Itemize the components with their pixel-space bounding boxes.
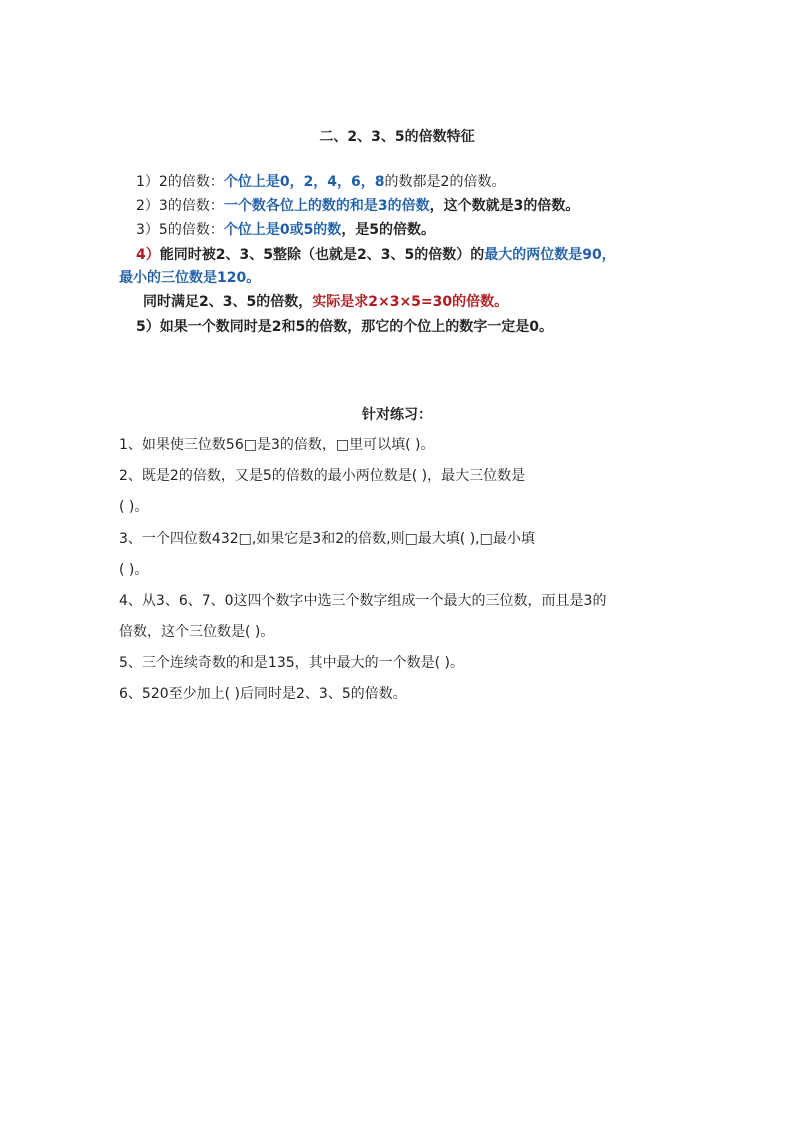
exercise-3-cont: ( )。: [119, 562, 149, 578]
practice-title: 针对练习：: [362, 407, 432, 423]
exercise-5: 5、三个连续奇数的和是135，其中最大的一个数是( )。: [119, 655, 465, 671]
exercise-4-cont: 倍数，这个三位数是( )。: [119, 624, 275, 640]
rule-2: [136, 196, 579, 216]
rule-1-highlight: 个位上是0，2，4，6，8: [223, 174, 385, 190]
rule-4b: [143, 292, 508, 312]
rule-3-highlight: 个位上是0或5的数: [223, 222, 342, 238]
rule-3-prefix: 3）5的倍数：: [136, 222, 224, 238]
rule-2-suffix: ，这个数就是3的倍数。: [429, 198, 580, 214]
rule-3: [136, 220, 435, 240]
rule-5: 5）如果一个数同时是2和5的倍数，那它的个位上的数字一定是0。: [136, 319, 553, 335]
rule-4-number: 4）: [136, 247, 160, 263]
rule-1-prefix: 1）2的倍数：: [136, 174, 224, 190]
rule-4: [136, 245, 616, 265]
exercise-2: 2、既是2的倍数，又是5的倍数的最小两位数是( )，最大三位数是: [119, 468, 526, 484]
rule-2-prefix: 2）3的倍数：: [136, 198, 224, 214]
rule-4-highlight: 最大的两位数是90，: [484, 247, 616, 263]
rule-4-line2: 最小的三位数是120。: [119, 270, 261, 286]
exercise-3: 3、一个四位数432□,如果它是3和2的倍数,则□最大填( ),□最小填: [119, 531, 535, 547]
rule-2-highlight: 一个数各位上的数的和是3的倍数: [223, 198, 430, 214]
rule-4-text: 能同时被2、3、5整除（也就是2、3、5的倍数）的: [159, 247, 485, 263]
rule-4b-prefix: 同时满足2、3、5的倍数，: [143, 294, 313, 310]
rule-3-suffix: ，是5的倍数。: [341, 222, 436, 238]
exercise-4: 4、从3、6、7、0这四个数字中选三个数字组成一个最大的三位数，而且是3的: [119, 593, 607, 609]
exercise-1: 1、如果使三位数56□是3的倍数，□里可以填( )。: [119, 437, 435, 453]
rule-1: [136, 172, 505, 192]
exercise-6: 6、520至少加上( )后同时是2、3、5的倍数。: [119, 686, 407, 702]
rule-1-suffix: 的数都是2的倍数。: [384, 174, 506, 190]
exercise-2-cont: ( )。: [119, 499, 149, 515]
page-title: 二、2、3、5的倍数特征: [319, 129, 475, 145]
rule-4b-highlight: 实际是求2×3×5=30的倍数。: [312, 294, 509, 310]
